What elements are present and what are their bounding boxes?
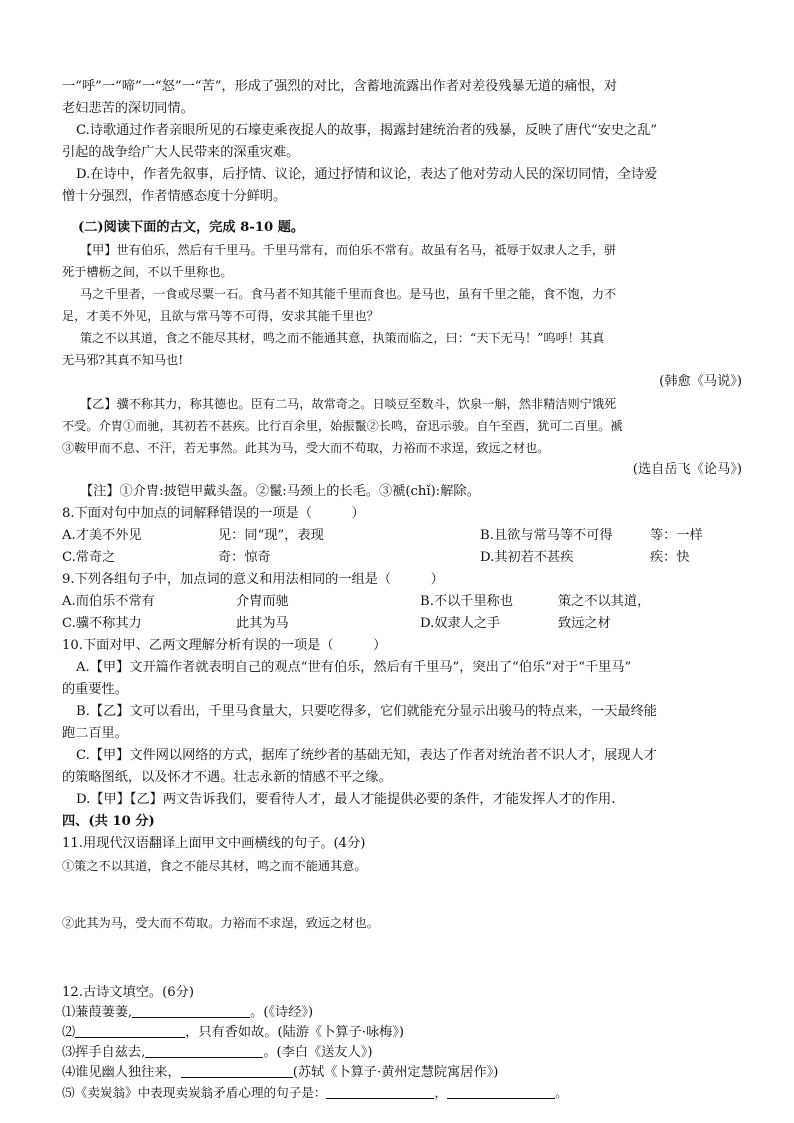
fill-item-2 bbox=[0, 1023, 794, 1043]
passage-jia: 无马邪?其真不知马也! bbox=[62, 353, 184, 367]
fill-item-text: ⑸《卖炭翁》中表现卖炭翁矛盾心理的句子是： bbox=[62, 1085, 327, 1100]
q11-sentence-1: ①策之不以其道，食之不能尽其材，鸣之而不能通其意。 bbox=[62, 859, 367, 873]
fill-item-text: 。 bbox=[555, 1085, 568, 1100]
fill-item-4 bbox=[0, 1063, 794, 1083]
passage-jia: 死于槽枥之间，不以千里称也。 bbox=[62, 265, 233, 279]
q8-option-row bbox=[0, 526, 794, 546]
q9-option-row bbox=[0, 614, 794, 634]
q8-option-c: C.常奇之 bbox=[62, 550, 116, 565]
q8-option-c-gloss: 奇：惊奇 bbox=[218, 550, 271, 565]
section-heading: 四、(共 10 分) bbox=[62, 814, 155, 829]
question-11: 11.用现代汉语翻译上面甲文中画横线的句子。(4分) bbox=[62, 836, 366, 851]
q9-option-b: B.不以千里称也 bbox=[420, 594, 514, 609]
q9-option-c-pair: 此其为马 bbox=[236, 616, 289, 631]
fill-item-3 bbox=[0, 1043, 794, 1063]
q10-option-c: C.【甲】文件网以网络的方式，据库了统纱者的基础无知，表达了作者对统治者不识人才，展现人才 bbox=[76, 748, 657, 763]
q9-option-d: D.奴隶人之手 bbox=[420, 616, 501, 631]
question-12: 12.古诗文填空。(6分) bbox=[62, 985, 194, 1000]
passage-yi: 不受。介胄①而驰，其初若不甚疾。比行百余里，始振鬣②长鸣，奋迅示骏。自午至酉，犹可二百里。褫 bbox=[62, 419, 623, 433]
answer-blank[interactable] bbox=[447, 1084, 555, 1099]
q7-option-c: C.诗歌通过作者亲眼所见的石壕吏乘夜捉人的故事，揭露封建统治者的残暴，反映了唐代“安史之乱” bbox=[76, 123, 658, 138]
footnote: 【注】①介胄:披铠甲戴头盔。②鬣:马颈上的长毛。③褫(chǐ):解除。 bbox=[80, 484, 480, 499]
fill-item-text: 。(李白《送友人》) bbox=[263, 1045, 373, 1060]
q8-option-row bbox=[0, 548, 794, 568]
passage-jia: 马之千里者，一食或尽粟一石。食马者不知其能千里而食也。是马也，虽有千里之能，食不饱，力不 bbox=[80, 287, 617, 301]
q9-option-b-pair: 策之不以其道， bbox=[558, 594, 651, 609]
fill-item-text: ⑴蒹葭萋萋, bbox=[62, 1005, 133, 1020]
passage-jia: 【甲】世有伯乐，然后有千里马。千里马常有，而伯乐不常有。故虽有名马，祗辱于奴隶人之手，骈 bbox=[80, 243, 617, 257]
passage-jia: 策之不以其道，食之不能尽其材，鸣之而不能通其意，执策而临之，曰：“天下无马！”呜呼！其真 bbox=[80, 331, 605, 345]
q8-option-b: B.且欲与常马等不可得 bbox=[480, 528, 613, 543]
passage-jia: 足，才美不外见，且欲与常马等不可得，安求其能千里也？ bbox=[62, 309, 379, 323]
q9-option-a-pair: 介胄而驰 bbox=[236, 594, 289, 609]
fill-item-text: ⑵ bbox=[62, 1025, 76, 1040]
fill-item-text: ， bbox=[434, 1085, 448, 1100]
fill-item-1 bbox=[0, 1003, 794, 1023]
q7-option-c: 引起的战争给广大人民带来的深重灾难。 bbox=[62, 145, 300, 160]
q9-option-c: C.骥不称其力 bbox=[62, 616, 142, 631]
q8-option-d-gloss: 疾：快 bbox=[650, 550, 690, 565]
passage-source: (选自岳飞《论马》) bbox=[632, 462, 742, 477]
answer-blank[interactable] bbox=[181, 1063, 293, 1078]
fill-item-text: ⑷谁见幽人独往来， bbox=[62, 1065, 181, 1080]
passage-yi: 【乙】骥不称其力，称其德也。臣有二马，故常奇之。日啖豆至数斗，饮泉一斛，然非精洁则宁饿死 bbox=[80, 397, 617, 411]
answer-blank[interactable] bbox=[132, 1003, 250, 1018]
q8-option-d: D.其初若不甚疾 bbox=[480, 550, 574, 565]
passage-yi: ③鞍甲而不息、不汗，若无事然。此其为马，受大而不苟取，力裕而不求逞，致远之材也。 bbox=[62, 441, 550, 455]
section-heading: (二)阅读下面的古文，完成 8-10 题。 bbox=[78, 220, 305, 235]
q10-option-a: 的重要性。 bbox=[62, 682, 128, 697]
answer-blank[interactable] bbox=[75, 1023, 185, 1038]
q10-option-c: 的策略图纸，以及怀才不遇。壮志永新的情感不平之缘。 bbox=[62, 770, 392, 785]
answer-blank[interactable] bbox=[145, 1043, 263, 1058]
q8-option-a-gloss: 见：同“现”，表现 bbox=[218, 528, 324, 543]
q11-sentence-2: ②此其为马，受大而不苟取。力裕而不求逞，致远之材也。 bbox=[62, 916, 379, 930]
q10-option-b: B.【乙】文可以看出，千里马食量大，只要吃得多，它们就能充分显示出骏马的特点来，一天最终能 bbox=[76, 704, 657, 719]
fill-item-text: (苏轼《卜算子·黄州定慧院寓居作》) bbox=[292, 1065, 499, 1080]
q10-option-b: 跑二百里。 bbox=[62, 726, 128, 741]
question-9: 9.下列各组句子中，加点词的意义和用法相同的一组是（ ） bbox=[62, 572, 444, 587]
question-8: 8.下面对句中加点的词解释错误的一项是（ ） bbox=[62, 506, 365, 521]
q7-option-b-continued: 老妇悲苦的深切同情。 bbox=[62, 101, 194, 116]
fill-item-text: ⑶挥手自兹去, bbox=[62, 1045, 146, 1060]
q7-option-b-continued: 一“呼”一“啼”一“怒”一“苦”，形成了强烈的对比，含蓄地流露出作者对差役残暴无道的痛恨，对 bbox=[62, 79, 618, 94]
q9-option-row bbox=[0, 592, 794, 612]
q7-option-d: D.在诗中，作者先叙事，后抒情、议论，通过抒情和议论，表达了他对劳动人民的深切同情，全诗爱 bbox=[76, 167, 658, 182]
q8-option-a: A.才美不外见 bbox=[62, 528, 142, 543]
q8-option-b-gloss: 等：一样 bbox=[650, 528, 703, 543]
q10-option-a: A.【甲】文开篇作者就表明自己的观点“世有伯乐，然后有千里马”，突出了“伯乐”对于“千里马” bbox=[76, 660, 632, 675]
q9-option-d-pair: 致远之材 bbox=[558, 616, 611, 631]
question-10: 10.下面对甲、乙两文理解分析有误的一项是（ ） bbox=[62, 638, 387, 653]
fill-item-text: ，只有香如故。(陆游《卜算子·咏梅》) bbox=[185, 1025, 405, 1040]
q7-option-d: 憎十分强烈，作者情感态度十分鲜明。 bbox=[62, 189, 287, 204]
fill-item-5 bbox=[0, 1083, 794, 1103]
fill-item-text: 。(《诗经》) bbox=[250, 1005, 314, 1020]
passage-source: (韩愈《马说》) bbox=[659, 374, 742, 389]
answer-blank[interactable] bbox=[326, 1084, 434, 1099]
q10-option-d: D.【甲】【乙】两文告诉我们，要看待人才，最人才能提供必要的条件，才能发挥人才的作用. bbox=[76, 792, 616, 807]
q9-option-a: A.而伯乐不常有 bbox=[62, 594, 155, 609]
